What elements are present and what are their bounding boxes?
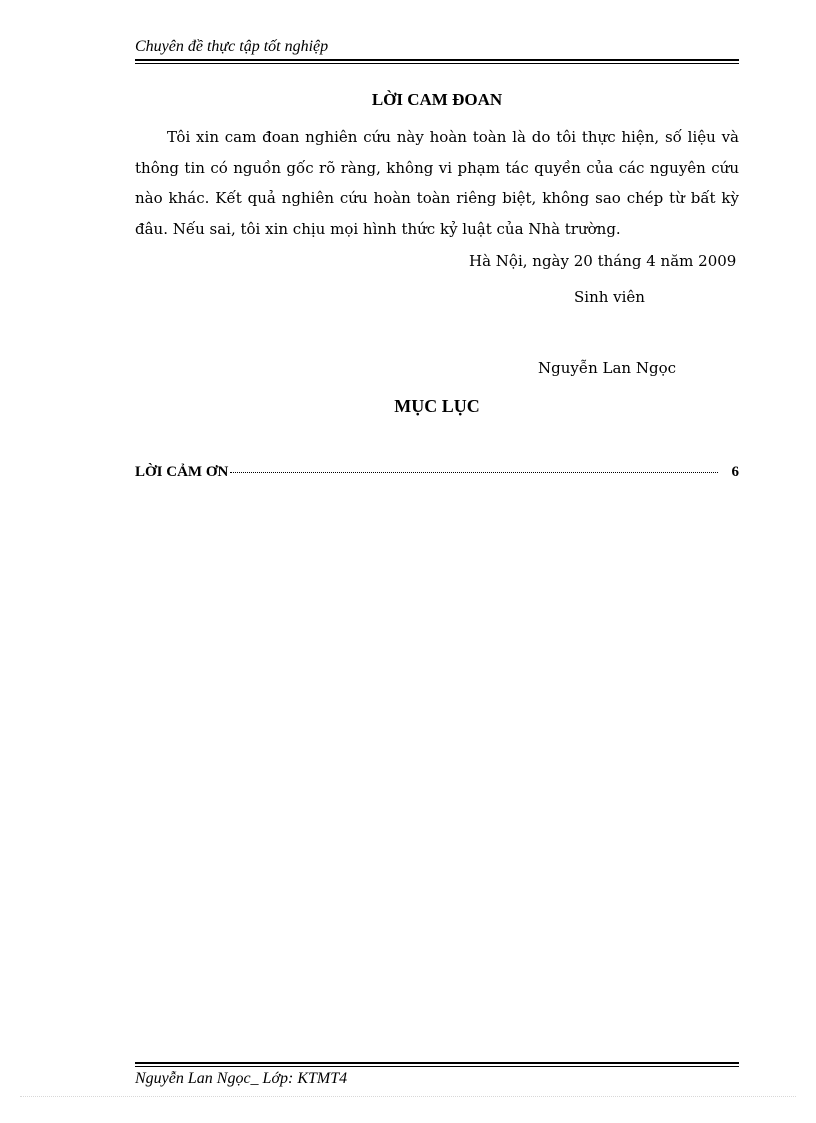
toc-entry[interactable] bbox=[135, 464, 739, 481]
signer-role: Sinh viên bbox=[574, 288, 645, 306]
toc-entry-page: 6 bbox=[731, 464, 739, 480]
toc-entry-label: LỜI CẢM ƠN bbox=[135, 464, 229, 480]
declaration-title: LỜI CAM ĐOAN bbox=[371, 90, 503, 109]
signer-name: Nguyễn Lan Ngọc bbox=[538, 359, 677, 377]
page-edge-divider bbox=[20, 1096, 796, 1097]
toc-leader-dots bbox=[230, 472, 717, 473]
page-header bbox=[135, 37, 739, 61]
footer-rule bbox=[135, 1062, 739, 1064]
toc-title: MỤC LỤC bbox=[394, 396, 480, 416]
page-footer bbox=[135, 1060, 739, 1088]
place-date: Hà Nội, ngày 20 tháng 4 năm 2009 bbox=[469, 252, 737, 270]
footer-text: Nguyễn Lan Ngọc_ Lớp: KTMT4 bbox=[135, 1070, 348, 1087]
header-rule bbox=[135, 59, 739, 61]
running-title: Chuyên đề thực tập tốt nghiệp bbox=[135, 38, 329, 55]
declaration-body: Tôi xin cam đoan nghiên cứu này hoàn toàn là do tôi thực hiện, số liệu và thông tin có nguồn gốc rõ ràng, không vi phạm tác quyền của các nguyên cứu nào khác. Kết quả nghiên cứu hoàn toàn riêng biệt, không sao chép từ bất kỳ đâu. Nếu sai, tôi xin chịu mọi hình thức kỷ luật của Nhà trường. bbox=[135, 128, 739, 238]
